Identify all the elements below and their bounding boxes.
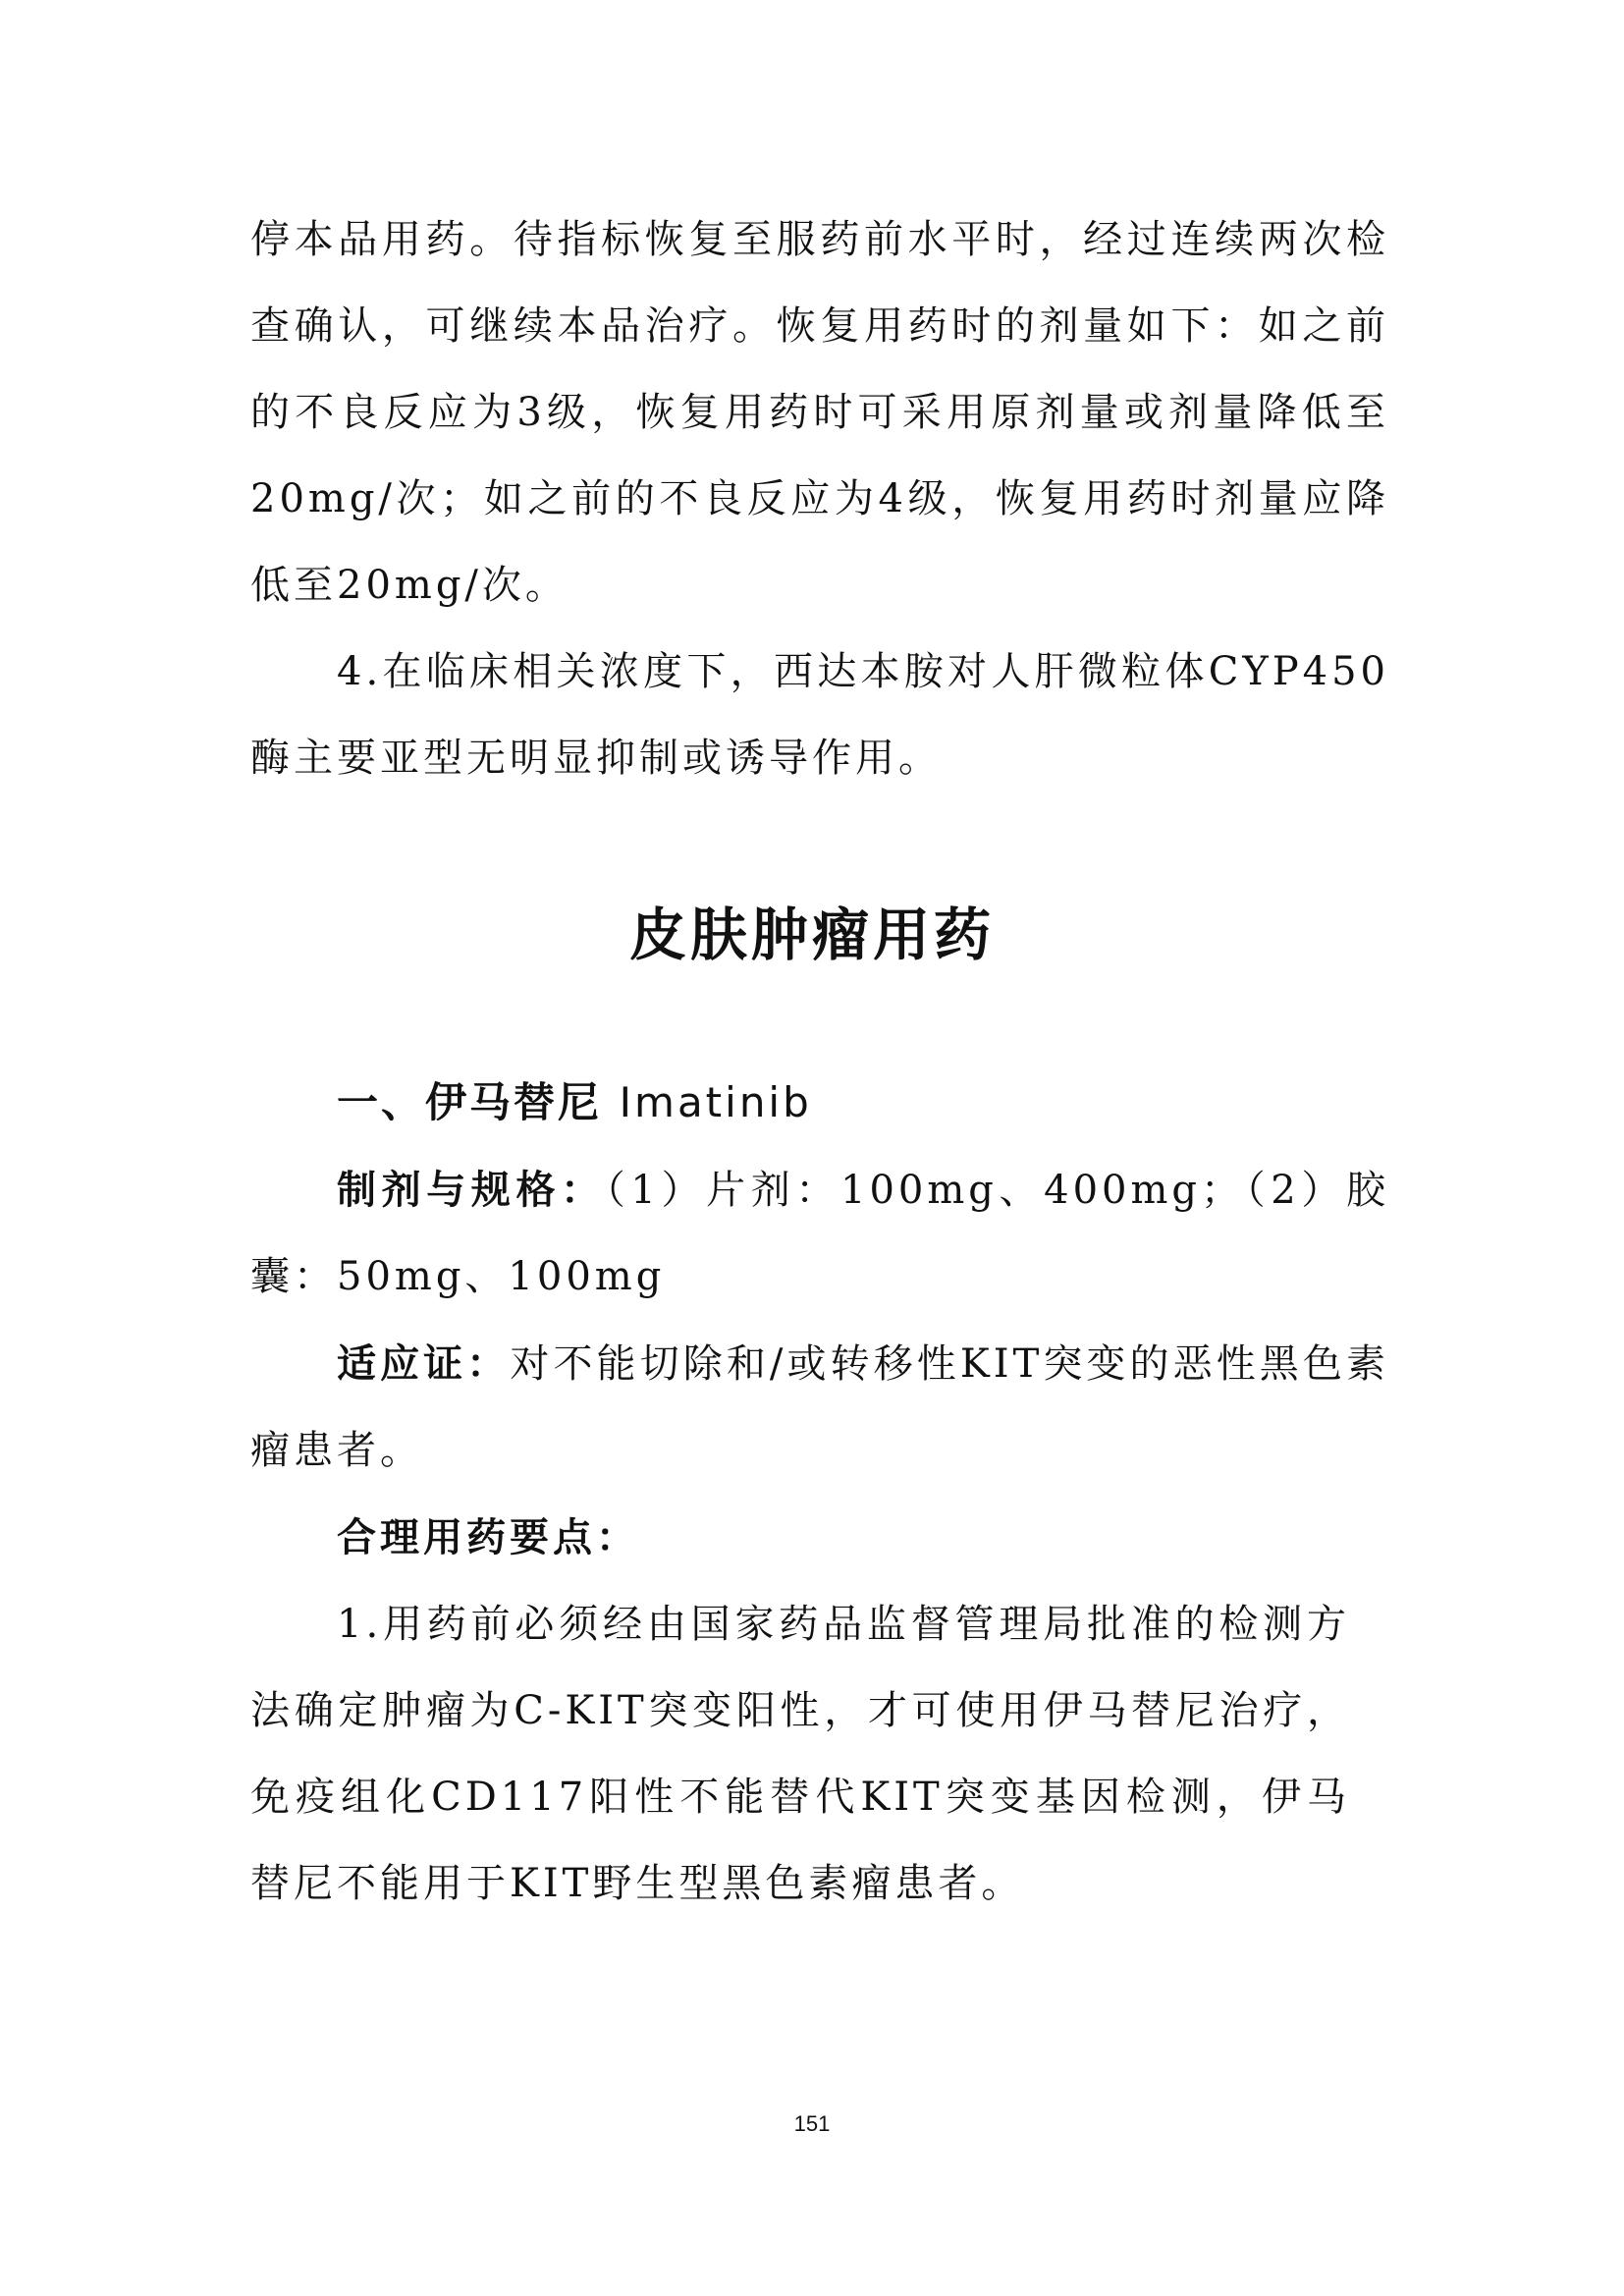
drug-heading [337,1070,812,1129]
page-number: 151 [793,2111,831,2136]
key-points-heading [250,1495,1389,1581]
drug-name-latin: Imatinib [619,1078,812,1126]
formulation-text: （1）片剂：100mg、400mg；（2）胶囊：50mg、100mg [250,1168,1389,1299]
key-point-1-paragraph: 1.用药前必须经由国家药品监督管理局批准的检测方法确定肿瘤为C-KIT突变阳性，才可使用伊马替尼治疗，免疫组化CD117阳性不能替代KIT突变基因检测，伊马替尼不能用于KIT野生型黑色素瘤患者。 [250,1602,1350,1906]
drug-name-cn: 一、伊马替尼 [337,1078,603,1126]
interaction-note-paragraph: 4.在临床相关浓度下，西达本胺对人肝微粒体CYP450酶主要亚型无明显抑制或诱导作用。 [250,649,1389,781]
section-title: 皮肤肿瘤用药 [628,902,995,968]
formulation-label: 制剂与规格： [337,1168,606,1213]
indication-label: 适应证： [337,1341,511,1387]
indication-text: 对不能切除和/或转移性KIT突变的恶性黑色素瘤患者。 [250,1341,1389,1473]
indication-paragraph [250,1321,1389,1494]
continuation-paragraph: 停本品用药。待指标恢复至服药前水平时，经过连续两次检查确认，可继续本品治疗。恢复用药时的剂量如下：如之前的不良反应为3级，恢复用药时可采用原剂量或剂量降低至20mg/次；如之前的不良反应为4级，恢复用药时剂量应降低至20mg/次。 [250,217,1389,608]
key-points-label: 合理用药要点： [337,1515,639,1560]
formulation-paragraph [250,1147,1389,1320]
